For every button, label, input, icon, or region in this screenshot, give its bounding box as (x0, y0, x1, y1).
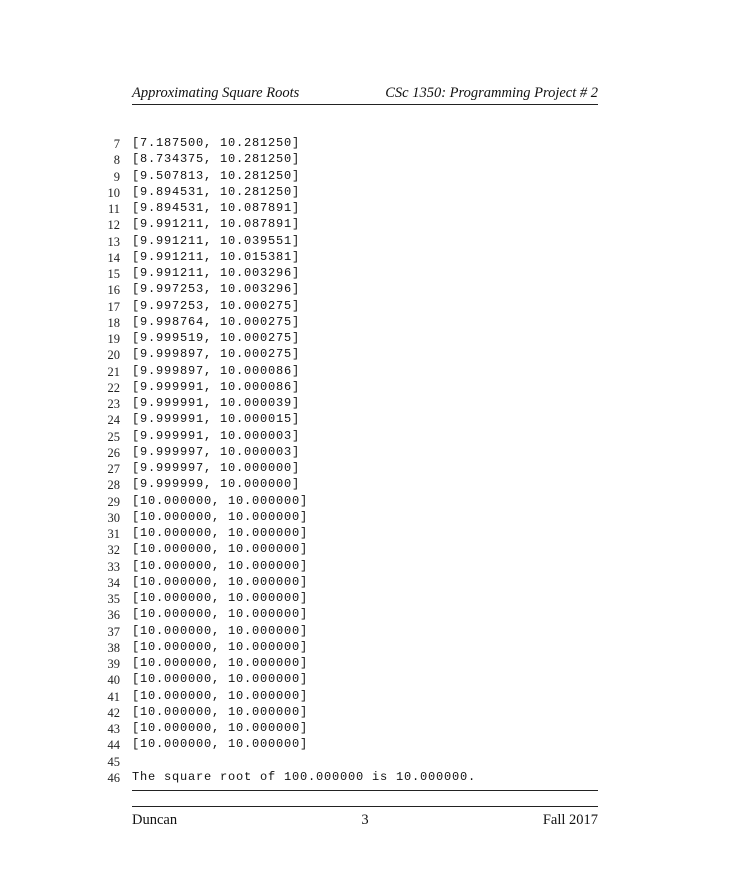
listing-line (98, 346, 598, 362)
line-number: 32 (107, 543, 120, 558)
line-number: 43 (107, 722, 120, 736)
line-number: 40 (107, 673, 120, 688)
line-number: 17 (107, 299, 120, 314)
listing-line (98, 704, 598, 720)
listing-line (98, 639, 598, 655)
line-number: 42 (107, 705, 120, 720)
line-code: [10.000000, 10.000000] (132, 639, 309, 654)
document-title: Approximating Square Roots (132, 85, 300, 101)
line-number: 36 (107, 608, 120, 623)
line-number: 12 (107, 218, 120, 233)
line-code: [9.999991, 10.000039] (132, 396, 301, 410)
line-number: 10 (107, 185, 120, 200)
line-number: 26 (107, 445, 120, 460)
line-code: [8.734375, 10.281250] (132, 152, 301, 167)
line-number: 15 (107, 267, 120, 281)
listing-line (98, 395, 598, 411)
line-code: [9.999897, 10.000086] (132, 363, 301, 378)
line-code: [10.000000, 10.000000] (132, 672, 309, 687)
line-code: [9.894531, 10.281250] (132, 184, 301, 199)
term-label: Fall 2017 (542, 812, 598, 828)
line-number: 44 (107, 738, 120, 753)
line-code: [9.997253, 10.003296] (132, 282, 301, 297)
listing-line (98, 655, 598, 671)
listing-line (98, 688, 598, 704)
line-number: 31 (107, 527, 120, 541)
line-code: [10.000000, 10.000000] (132, 542, 309, 557)
line-code: [9.999991, 10.000086] (132, 379, 301, 394)
listing-line (98, 428, 598, 444)
line-code: [9.507813, 10.281250] (132, 168, 301, 183)
line-code: [10.000000, 10.000000] (132, 558, 309, 573)
line-number: 46 (107, 770, 120, 785)
line-number: 41 (107, 689, 120, 704)
line-code: The square root of 100.000000 is 10.000000. (132, 769, 477, 784)
listing-line (98, 330, 598, 346)
listing-line (98, 233, 598, 249)
line-number: 23 (107, 397, 120, 411)
line-number: 24 (107, 413, 120, 428)
listing-line (98, 671, 598, 687)
listing-line (98, 168, 598, 184)
line-code: [9.999991, 10.000015] (132, 412, 301, 427)
page-number: 3 (361, 812, 369, 828)
listing-line (98, 574, 598, 590)
listing-line (98, 753, 598, 769)
code-listing (98, 135, 598, 785)
line-code: [10.000000, 10.000000] (132, 623, 309, 638)
listing-line (98, 363, 598, 379)
line-code: [9.894531, 10.087891] (132, 201, 301, 215)
line-number: 39 (107, 657, 120, 671)
listing-line (98, 379, 598, 395)
line-number: 29 (107, 494, 120, 509)
line-code: [10.000000, 10.000000] (132, 493, 309, 508)
line-code: [9.999999, 10.000000] (132, 477, 301, 492)
line-number: 33 (107, 559, 120, 574)
listing-line (98, 298, 598, 314)
line-code: [9.998764, 10.000275] (132, 314, 301, 329)
line-code: [10.000000, 10.000000] (132, 574, 309, 589)
line-number: 30 (107, 510, 120, 525)
listing-line (98, 314, 598, 330)
line-code: [9.991211, 10.003296] (132, 266, 301, 280)
course-title: CSc 1350: Programming Project # 2 (385, 85, 598, 101)
listing-line (98, 590, 598, 606)
line-number: 19 (107, 332, 120, 346)
line-code: [9.991211, 10.015381] (132, 249, 301, 264)
listing-line (98, 281, 598, 297)
line-number: 34 (107, 575, 120, 590)
listing-line (98, 265, 598, 281)
listing-line (98, 200, 598, 216)
listing-line (98, 606, 598, 622)
listing-line (98, 476, 598, 492)
line-number: 13 (107, 234, 120, 249)
line-code: [10.000000, 10.000000] (132, 509, 309, 524)
author-name: Duncan (132, 812, 178, 828)
line-number: 22 (107, 380, 120, 395)
line-number: 20 (107, 348, 120, 363)
page-footer (132, 812, 598, 832)
line-code: [9.991211, 10.087891] (132, 217, 301, 232)
line-code: [9.999997, 10.000000] (132, 461, 301, 475)
line-number: 14 (107, 250, 120, 265)
line-code: [10.000000, 10.000000] (132, 526, 309, 540)
line-code: [9.999997, 10.000003] (132, 444, 301, 459)
listing-line (98, 736, 598, 752)
line-code: [10.000000, 10.000000] (132, 704, 309, 719)
line-code: [10.000000, 10.000000] (132, 591, 309, 605)
listing-line (98, 525, 598, 541)
line-code: [9.999897, 10.000275] (132, 347, 301, 362)
line-number: 21 (107, 364, 120, 379)
line-code: [7.187500, 10.281250] (132, 136, 301, 150)
listing-line (98, 509, 598, 525)
line-code: [9.991211, 10.039551] (132, 233, 301, 248)
line-number: 35 (107, 592, 120, 606)
listing-line (98, 184, 598, 200)
footer-rule (132, 806, 598, 807)
line-number: 16 (107, 283, 120, 298)
line-code: [10.000000, 10.000000] (132, 607, 309, 622)
line-number: 25 (107, 429, 120, 444)
listing-line (98, 623, 598, 639)
line-code: [10.000000, 10.000000] (132, 737, 309, 752)
line-number: 7 (113, 137, 120, 151)
listing-line (98, 558, 598, 574)
line-code: [9.999519, 10.000275] (132, 331, 301, 345)
listing-bottom-rule (132, 790, 598, 791)
listing-line (98, 493, 598, 509)
line-number: 11 (107, 202, 120, 216)
listing-line (98, 249, 598, 265)
line-code: [9.999991, 10.000003] (132, 428, 301, 443)
listing-line (98, 720, 598, 736)
listing-line (98, 769, 598, 785)
line-code: [10.000000, 10.000000] (132, 721, 309, 735)
listing-line (98, 135, 598, 151)
line-number: 45 (107, 754, 120, 769)
line-number: 37 (107, 624, 120, 639)
listing-line (98, 541, 598, 557)
line-number: 18 (107, 315, 120, 330)
line-number: 38 (107, 640, 120, 655)
listing-line (98, 460, 598, 476)
line-number: 8 (113, 153, 120, 168)
listing-line (98, 151, 598, 167)
listing-line (98, 216, 598, 232)
line-code: [9.997253, 10.000275] (132, 298, 301, 313)
line-number: 9 (113, 169, 120, 184)
line-number: 27 (107, 462, 120, 476)
listing-line (98, 411, 598, 427)
page-header (132, 84, 598, 105)
line-number: 28 (107, 478, 120, 493)
line-code: [10.000000, 10.000000] (132, 688, 309, 703)
line-code: [10.000000, 10.000000] (132, 656, 309, 670)
listing-line (98, 444, 598, 460)
